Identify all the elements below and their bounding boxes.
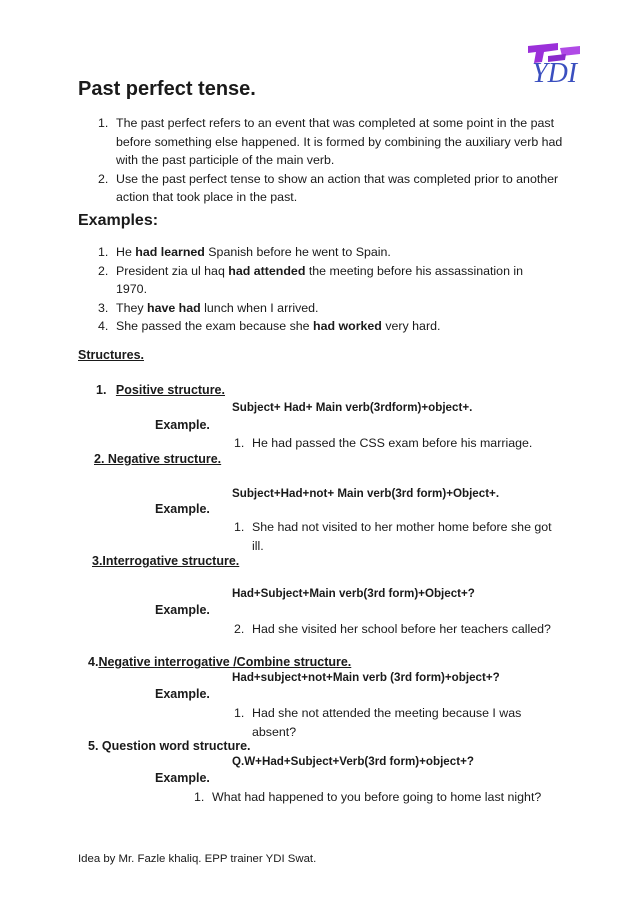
example-verb: have had xyxy=(147,300,201,315)
list-item xyxy=(98,317,556,336)
structure-title xyxy=(96,383,225,397)
structure-title-text: Negative interrogative /Combine structure. xyxy=(98,655,352,669)
list-item xyxy=(98,262,556,299)
list-number: 4. xyxy=(98,319,109,333)
list-item xyxy=(98,114,564,170)
list-number: 1. xyxy=(234,436,245,450)
list-number: 3. xyxy=(98,300,109,315)
structure-number: 1. xyxy=(96,383,107,397)
list-number: 2. xyxy=(98,171,109,186)
list-item xyxy=(98,170,564,207)
list-text: Use the past perfect tense to show an action that was completed prior to another action that took place in the past. xyxy=(116,171,559,204)
list-number: 2. xyxy=(98,263,109,278)
structures-heading: Structures. xyxy=(78,348,144,362)
structure-example xyxy=(234,518,552,555)
example-label: Example. xyxy=(155,418,210,432)
list-item xyxy=(234,518,552,555)
list-text: Had she visited her school before her teachers called? xyxy=(252,622,551,636)
example-label: Example. xyxy=(155,603,210,617)
list-number: 1. xyxy=(234,520,245,534)
list-number: 1. xyxy=(194,790,205,804)
examples-list xyxy=(98,243,556,336)
ydi-logo-text: YDI xyxy=(532,58,578,89)
footer-credit: Idea by Mr. Fazle khaliq. EPP trainer YDI Swat. xyxy=(78,853,317,865)
structure-number: 4. xyxy=(88,655,99,669)
list-text: The past perfect refers to an event that was completed at some point in the past before something else happened. It is formed by combining the auxiliary verb had with the past participle of the main verb. xyxy=(116,116,563,167)
example-text: the meeting before his assassination in 1970. xyxy=(116,263,524,296)
page-title: Past perfect tense. xyxy=(78,78,256,100)
example-verb: had worked xyxy=(313,319,382,333)
example-verb: had attended xyxy=(228,263,306,278)
structure-formula: Had+subject+not+Main verb (3rd form)+object+? xyxy=(232,671,500,684)
example-text: Spanish before he went to Spain. xyxy=(204,245,391,259)
list-number: 2. xyxy=(234,622,245,636)
list-item xyxy=(194,788,592,807)
example-label: Example. xyxy=(155,687,210,701)
list-text: She had not visited to her mother home before she got ill. xyxy=(252,520,552,553)
example-text: very hard. xyxy=(381,319,441,333)
example-label: Example. xyxy=(155,502,210,516)
structure-title: 3.Interrogative structure. xyxy=(92,554,240,568)
structure-example xyxy=(194,788,592,807)
intro-list xyxy=(98,114,564,207)
structure-title xyxy=(88,655,351,669)
ydi-logo xyxy=(518,40,584,90)
structure-formula: Had+Subject+Main verb(3rd form)+Object+? xyxy=(232,587,475,600)
list-item xyxy=(98,299,556,318)
list-text: Had she not attended the meeting because I was absent? xyxy=(252,706,522,739)
example-text: He xyxy=(116,245,136,259)
structure-title-text: Positive structure. xyxy=(115,383,225,397)
structure-formula: Subject+ Had+ Main verb(3rdform)+object+. xyxy=(232,401,473,414)
list-number: 1. xyxy=(98,245,109,259)
list-item xyxy=(234,620,572,639)
example-verb: had learned xyxy=(135,245,205,259)
list-text: He had passed the CSS exam before his marriage. xyxy=(252,436,533,450)
list-number: 1. xyxy=(98,116,109,130)
structure-title: 5. Question word structure. xyxy=(88,739,251,753)
example-text: lunch when I arrived. xyxy=(200,300,319,315)
structure-example xyxy=(234,620,572,639)
example-text: They xyxy=(116,300,147,315)
examples-heading: Examples: xyxy=(78,212,159,229)
list-item xyxy=(98,243,556,262)
example-text: She passed the exam because she xyxy=(116,319,314,333)
example-label: Example. xyxy=(155,771,210,785)
example-text: President zia ul haq xyxy=(116,263,229,278)
list-number: 1. xyxy=(234,706,245,720)
structure-formula: Q.W+Had+Subject+Verb(3rd form)+object+? xyxy=(232,755,474,768)
list-item xyxy=(234,704,537,741)
structure-title: 2. Negative structure. xyxy=(94,452,222,466)
list-text: What had happened to you before going to home last night? xyxy=(212,790,542,804)
structure-example xyxy=(234,434,562,453)
structure-example xyxy=(234,704,537,741)
list-item xyxy=(234,434,562,453)
structure-formula: Subject+Had+not+ Main verb(3rd form)+Object+. xyxy=(232,487,500,500)
